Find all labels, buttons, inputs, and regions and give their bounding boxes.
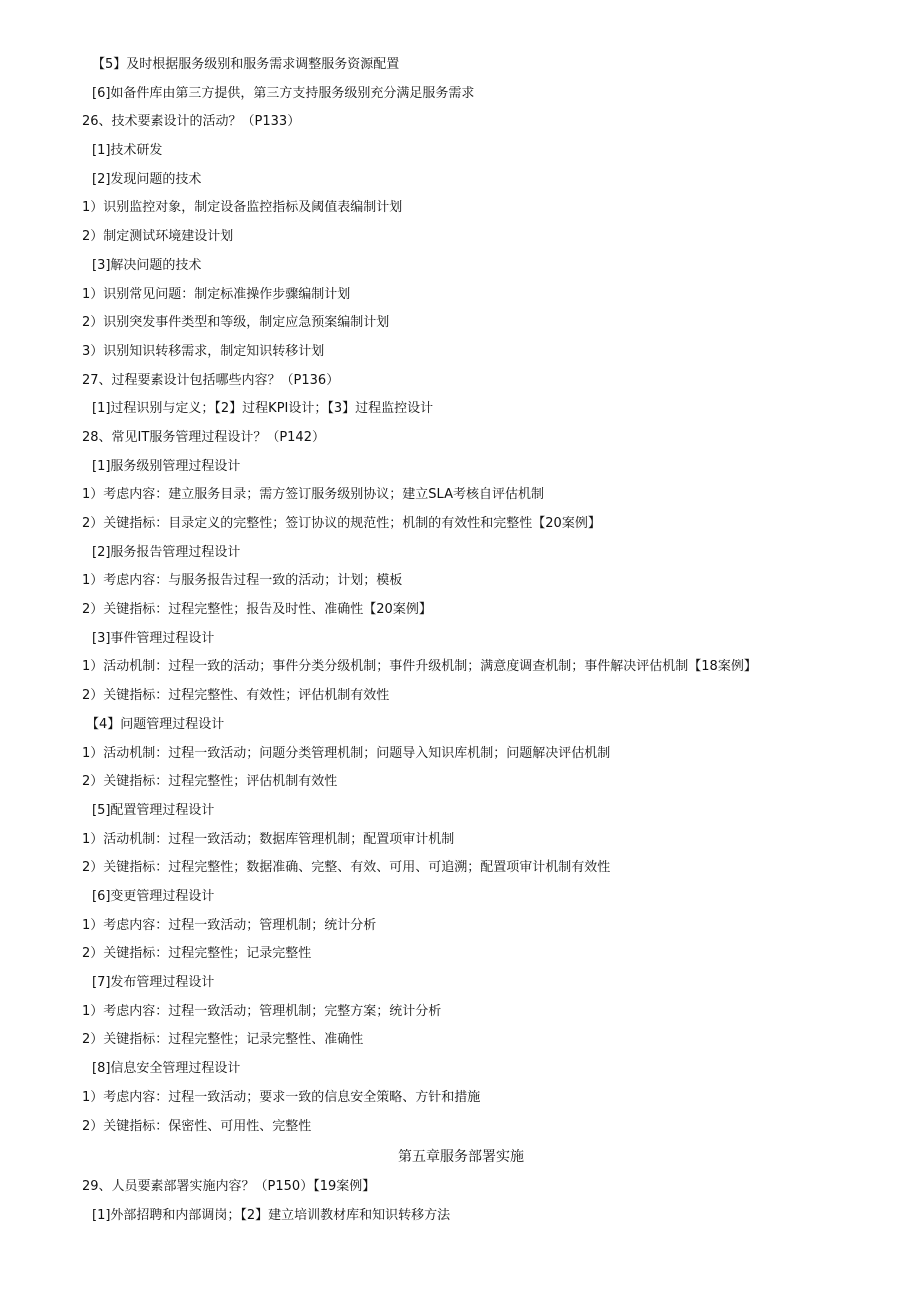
subsection-heading: [5]配置管理过程设计 <box>92 803 215 818</box>
list-item: 2）识别突发事件类型和等级，制定应急预案编制计划 <box>82 315 390 330</box>
subsection-heading: 【4】问题管理过程设计 <box>86 717 225 732</box>
question-heading: 26、技术要素设计的活动？（P133） <box>82 114 301 129</box>
list-item: 2）关键指标：过程完整性；记录完整性 <box>82 946 312 961</box>
list-item: 1）活动机制：过程一致的活动；事件分类分级机制；事件升级机制；满意度调查机制；事件解决评估机制【18案例】 <box>82 659 757 674</box>
list-item: 2）关键指标：过程完整性；数据准确、完整、有效、可用、可追溯；配置项审计机制有效性 <box>82 860 611 875</box>
question-heading: 29、人员要素部署实施内容？（P150）【19案例】 <box>82 1179 376 1194</box>
list-item: 2）关键指标：目录定义的完整性；签订协议的规范性；机制的有效性和完整性【20案例】 <box>82 516 601 531</box>
list-item: 3）识别知识转移需求，制定知识转移计划 <box>82 344 325 359</box>
text-line: [1]外部招聘和内部调岗；【2】建立培训教材库和知识转移方法 <box>92 1208 451 1223</box>
question-heading: 28、常见IT服务管理过程设计？（P142） <box>82 430 325 445</box>
subsection-heading: [2]服务报告管理过程设计 <box>92 545 241 560</box>
list-item: 1）考虑内容：过程一致活动；要求一致的信息安全策略、方针和措施 <box>82 1090 481 1105</box>
subsection-heading: [2]发现问题的技术 <box>92 172 202 187</box>
subsection-heading: [7]发布管理过程设计 <box>92 975 215 990</box>
text-line: [6]如备件库由第三方提供，第三方支持服务级别充分满足服务需求 <box>92 86 475 101</box>
chapter-title-text: 第五章服务部署实施 <box>398 1149 524 1165</box>
subsection-heading: [1]服务级别管理过程设计 <box>92 459 241 474</box>
list-item: 1）考虑内容：过程一致活动；管理机制；完整方案；统计分析 <box>82 1004 442 1019</box>
list-item: 1）活动机制：过程一致活动；问题分类管理机制；问题导入知识库机制；问题解决评估机制 <box>82 746 611 761</box>
subsection-heading: [3]事件管理过程设计 <box>92 631 215 646</box>
list-item: 2）关键指标：过程完整性；报告及时性、准确性【20案例】 <box>82 602 432 617</box>
subsection-heading: [1]技术研发 <box>92 143 163 158</box>
list-item: 1）考虑内容：建立服务目录；需方签订服务级别协议；建立SLA考核自评估机制 <box>82 487 544 502</box>
list-item: 1）识别监控对象，制定设备监控指标及阈值表编制计划 <box>82 200 403 215</box>
list-item: 2）关键指标：过程完整性；记录完整性、准确性 <box>82 1032 364 1047</box>
subsection-heading: [6]变更管理过程设计 <box>92 889 215 904</box>
list-item: 1）考虑内容：过程一致活动；管理机制；统计分析 <box>82 918 377 933</box>
list-item: 2）制定测试环境建设计划 <box>82 229 234 244</box>
list-item: 1）考虑内容：与服务报告过程一致的活动；计划；模板 <box>82 573 403 588</box>
list-item: 1）识别常见问题：制定标准操作步骤编制计划 <box>82 287 351 302</box>
list-item: 1）活动机制：过程一致活动；数据库管理机制；配置项审计机制 <box>82 832 455 847</box>
list-item: 2）关键指标：过程完整性；评估机制有效性 <box>82 774 338 789</box>
chapter-title <box>0 1148 920 1166</box>
list-item: 2）关键指标：保密性、可用性、完整性 <box>82 1119 312 1134</box>
subsection-heading: [8]信息安全管理过程设计 <box>92 1061 241 1076</box>
subsection-heading: [3]解决问题的技术 <box>92 258 202 273</box>
list-item: 2）关键指标：过程完整性、有效性；评估机制有效性 <box>82 688 390 703</box>
question-heading: 27、过程要素设计包括哪些内容？（P136） <box>82 373 340 388</box>
text-line: 【5】及时根据服务级别和服务需求调整服务资源配置 <box>92 57 400 72</box>
text-line: [1]过程识别与定义；【2】过程KPI设计；【3】过程监控设计 <box>92 401 434 416</box>
